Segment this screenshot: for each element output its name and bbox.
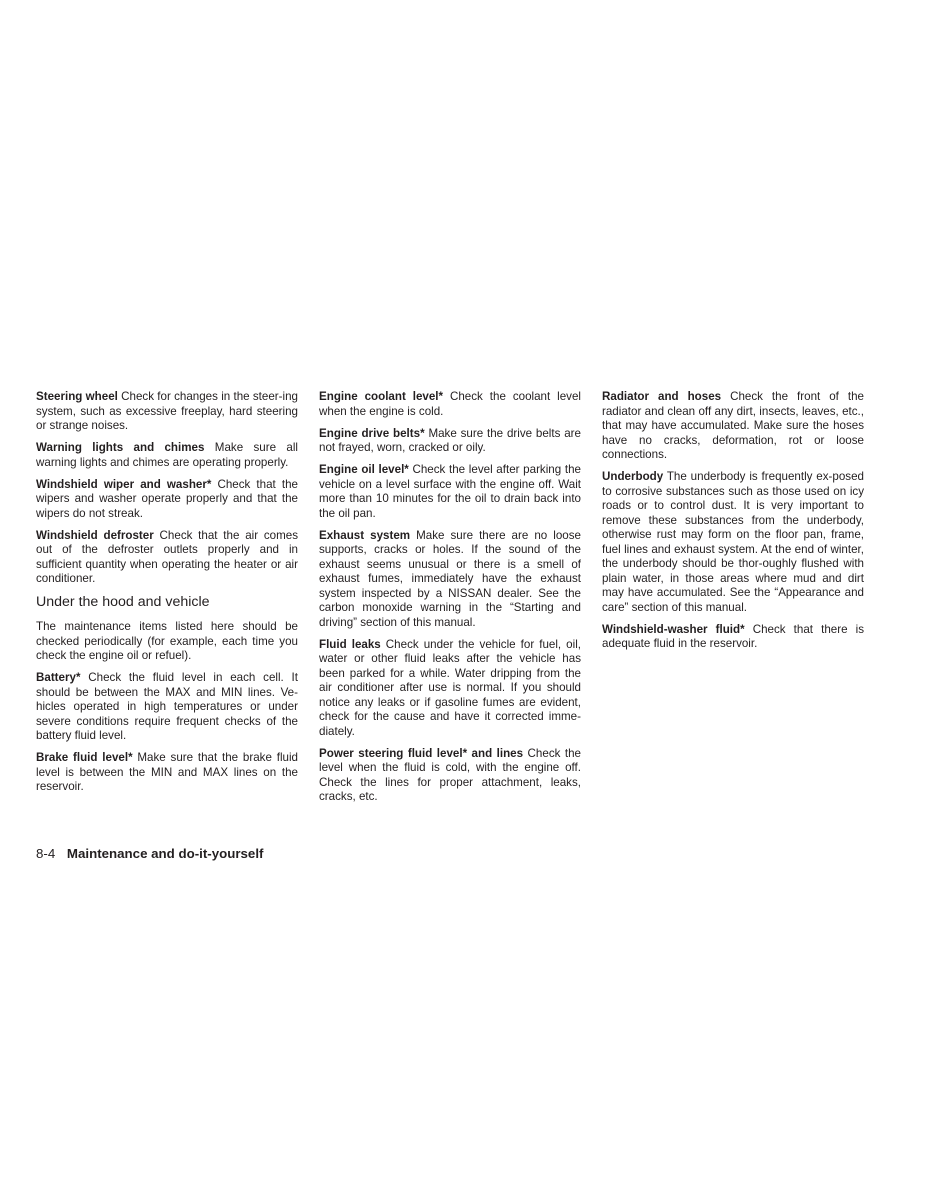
- item-description: Make sure there are no loose supports, cracks or holes. If the sound of the exhaust seems unusual or there is a smell of exhaust fumes, immediately have the exhaust system inspected by a NISSAN dealer. See the carbon monoxide warning in the “Starting and driving” section of this manual.: [319, 528, 581, 629]
- checklist-item: [319, 390, 581, 419]
- checklist-item: [36, 390, 298, 434]
- item-title: Brake fluid level*: [36, 751, 133, 764]
- checklist-item: [36, 751, 298, 795]
- item-description: Make sure that the brake fluid level is between the MIN and MAX lines on the reservoir.: [36, 751, 298, 793]
- item-description: Check the coolant level when the engine is cold.: [319, 390, 581, 418]
- item-title: Warning lights and chimes: [36, 441, 205, 454]
- item-title: Radiator and hoses: [602, 390, 722, 403]
- checklist-item: [36, 671, 298, 744]
- intro-paragraph: The maintenance items listed here should be checked periodically (for example, each time you check the engine oil or refuel).: [36, 620, 298, 662]
- checklist-item: [319, 747, 581, 805]
- item-description: Check that there is adequate fluid in the reservoir.: [602, 622, 864, 650]
- item-description: Make sure the drive belts are not frayed, worn, cracked or oily.: [319, 426, 581, 454]
- item-description: The underbody is frequently ex-posed to corrosive substances such as those used on icy roads or to control dust. It is very important to remove these substances from the underbody, otherwise rust may form on the floor pan, frame, fuel lines and exhaust system. At the end of winter, the underbody should be thor-oughly flushed with plain water, in those areas where mud and dirt may have accumulated. See the “Appearance and care” section of this manual.: [602, 470, 864, 614]
- checklist-item: [319, 529, 581, 631]
- checklist-item: [319, 638, 581, 740]
- item-title: Battery*: [36, 671, 81, 684]
- item-title: Engine drive belts*: [319, 426, 425, 440]
- item-title: Fluid leaks: [319, 637, 381, 651]
- item-title: Engine coolant level*: [319, 390, 444, 403]
- checklist-item: [602, 470, 864, 615]
- item-title: Windshield wiper and washer*: [36, 477, 212, 491]
- section-heading: Under the hood and vehicle: [36, 594, 210, 610]
- item-title: Windshield defroster: [36, 528, 154, 542]
- checklist-item: [319, 427, 581, 456]
- checklist-item: [602, 390, 864, 463]
- item-title: Windshield-washer fluid*: [602, 622, 745, 636]
- text-column-1: [36, 390, 298, 802]
- item-description: Check that the wipers and washer operate properly and that the wipers do not streak.: [36, 477, 298, 520]
- item-description: Check for changes in the steer-ing system, such as excessive freeplay, hard steering or strange noises.: [36, 390, 298, 432]
- section-title: Maintenance and do-it-yourself: [66, 846, 264, 861]
- item-description: Check the front of the radiator and clean off any dirt, insects, leaves, etc., that may have accumulated. Make sure the hoses have no cracks, deformation, rot or loose connections.: [602, 390, 864, 461]
- checklist-item: [36, 478, 298, 522]
- checklist-item: [319, 463, 581, 521]
- item-description: Check under the vehicle for fuel, oil, water or other fluid leaks after the vehicle has been parked for a while. Water dripping from the air conditioner after use is normal. If you should notice any leaks or if gasoline fumes are evident, check for the cause and have it corrected imme-diately.: [319, 637, 582, 738]
- item-description: Check that the air comes out of the defroster outlets properly and in sufficient quantity when operating the heater or air conditioner.: [36, 528, 298, 585]
- checklist-item: [36, 529, 298, 587]
- item-description: Check the level when the fluid is cold, with the engine off. Check the lines for proper attachment, leaks, cracks, etc.: [319, 746, 581, 803]
- item-description: Make sure all warning lights and chimes are operating properly.: [36, 441, 298, 469]
- checklist-item: [602, 623, 864, 652]
- item-description: Check the level after parking the vehicle on a level surface with the engine off. Wait more than 10 minutes for the oil to drain back into the oil pan.: [319, 463, 581, 520]
- item-title: Engine oil level*: [319, 463, 409, 476]
- item-title: Steering wheel: [36, 390, 118, 403]
- page-footer: [36, 846, 263, 862]
- page-number: 8-4: [36, 846, 56, 861]
- checklist-item: [36, 441, 298, 470]
- item-title: Exhaust system: [319, 528, 411, 542]
- text-column-2: [319, 390, 581, 812]
- item-title: Power steering fluid level* and lines: [319, 746, 524, 760]
- text-column-3: [602, 390, 864, 659]
- item-description: Check the fluid level in each cell. It should be between the MAX and MIN lines. Ve-hicles operated in high temperatures or under severe conditions require frequent checks of the battery fluid level.: [36, 671, 298, 742]
- item-title: Underbody: [602, 470, 664, 483]
